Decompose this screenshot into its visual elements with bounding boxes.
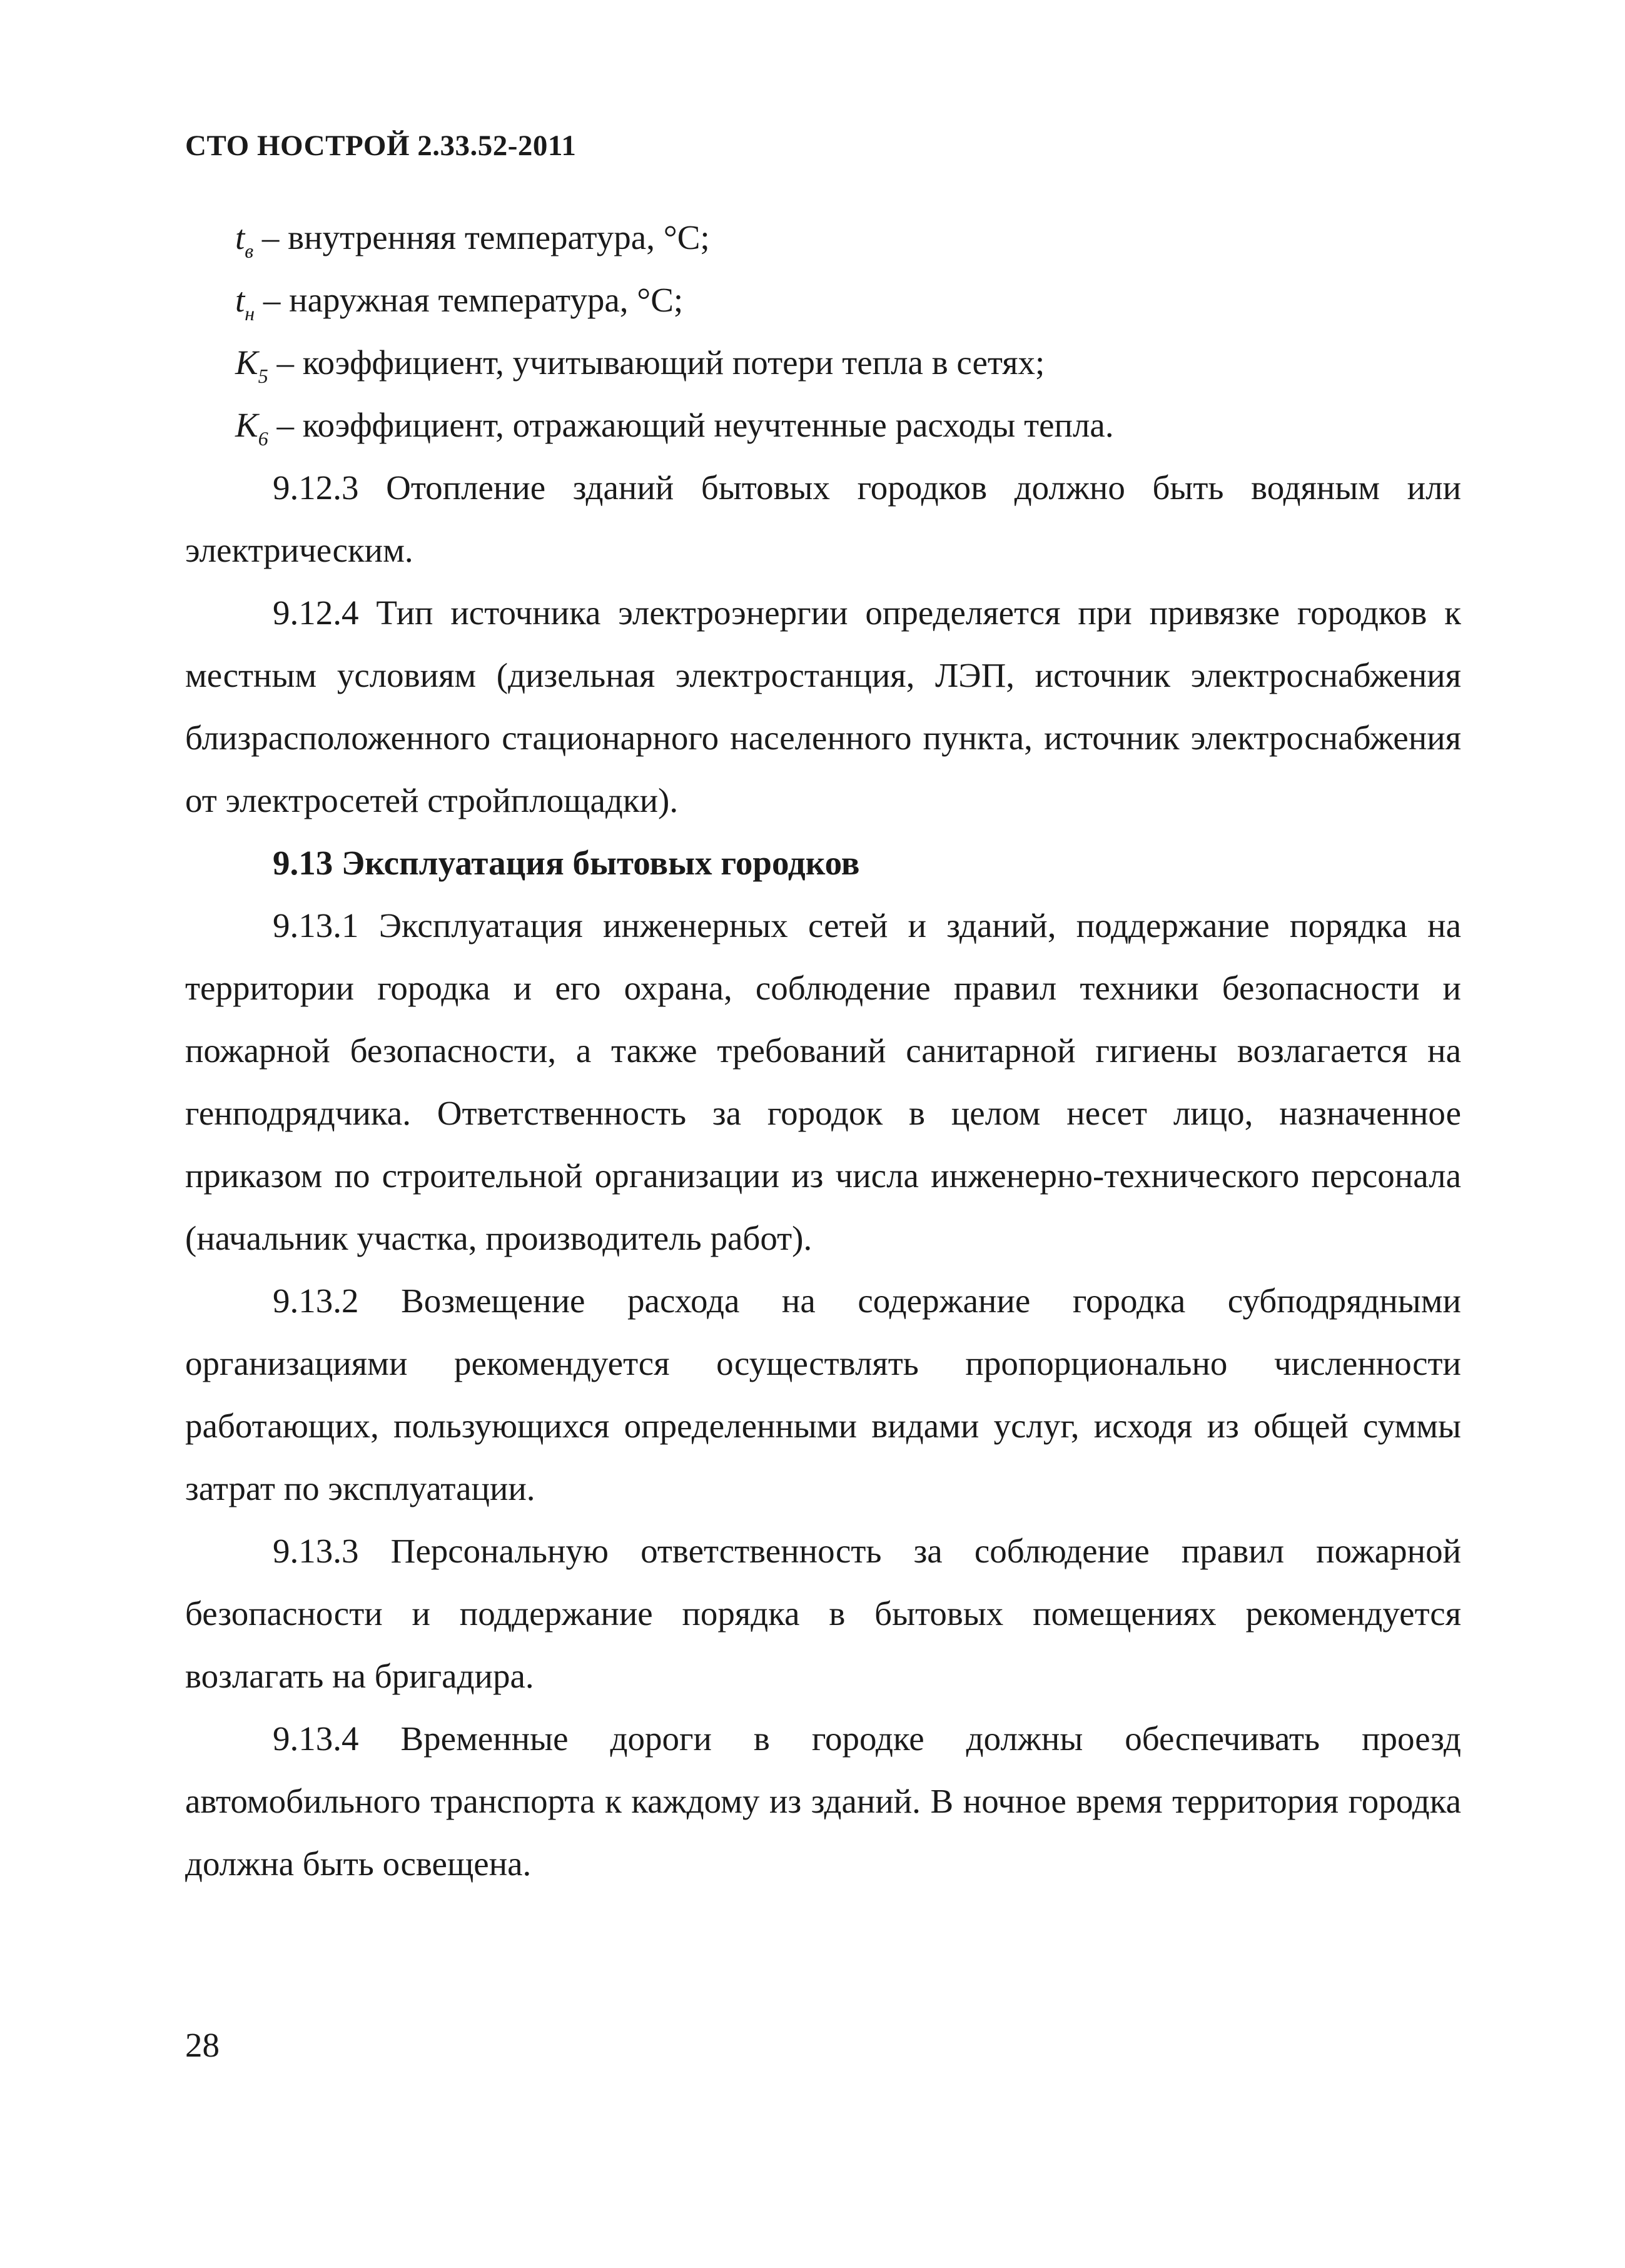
symbol: t [235, 218, 245, 256]
paragraph-9-13-2: 9.13.2 Возмещение расхода на содержание городка субподрядными организациями рекомендуется осуществлять пропорционально численности работающих, пользующихся определенными видами услуг, исходя из общей суммы затрат по эксплуатации. [185, 1282, 1461, 1507]
paragraph-9-12-4: 9.12.4 Тип источника электроэнергии определяется при привязке городков к местным условиям (дизельная электростанция, ЛЭП, источник электроснабжения близрасположенного стационарного населенного пункта, источник электроснабжения от электросетей стройплощадки). [185, 594, 1461, 819]
definition-text: – внутренняя температура, °С; [253, 218, 710, 256]
paragraph-9-13-4: 9.13.4 Временные дороги в городке должны обеспечивать проезд автомобильного транспорта к каждому из зданий. В ночное время территория городка должна быть освещена. [185, 1719, 1461, 1883]
paragraph-9-13-1: 9.13.1 Эксплуатация инженерных сетей и зданий, поддержание порядка на территории городка и его охрана, соблюдение правил техники безопасности и пожарной безопасности, а также требований санитарной гигиены возлагается на генподрядчика. Ответственность за городок в целом несет лицо, назначенное приказом по строительной организации из числа инженерно-технического персонала (начальник участка, производитель работ). [185, 906, 1461, 1257]
document-header: СТО НОСТРОЙ 2.33.52-2011 [185, 129, 577, 162]
symbol: K [235, 343, 258, 382]
symbol: K [235, 406, 258, 444]
subscript: 6 [258, 427, 268, 450]
definition-text: – коэффициент, отражающий неучтенные расходы тепла. [268, 406, 1114, 444]
paragraph-9-12-3: 9.12.3 Отопление зданий бытовых городков должно быть водяным или электрическим. [185, 468, 1461, 569]
definition-text: – коэффициент, учитывающий потери тепла в сетях; [268, 343, 1045, 382]
symbol: t [235, 281, 245, 319]
section-title-9-13: 9.13 Эксплуатация бытовых городков [273, 844, 860, 882]
subscript: н [245, 302, 255, 325]
definition-text: – наружная температура, °С; [255, 281, 684, 319]
paragraph-9-13-3: 9.13.3 Персональную ответственность за соблюдение правил пожарной безопасности и поддержание порядка в бытовых помещениях рекомендуется возлагать на бригадира. [185, 1532, 1461, 1695]
subscript: 5 [258, 365, 268, 387]
subscript: в [245, 240, 254, 262]
page-number: 28 [185, 2026, 220, 2064]
